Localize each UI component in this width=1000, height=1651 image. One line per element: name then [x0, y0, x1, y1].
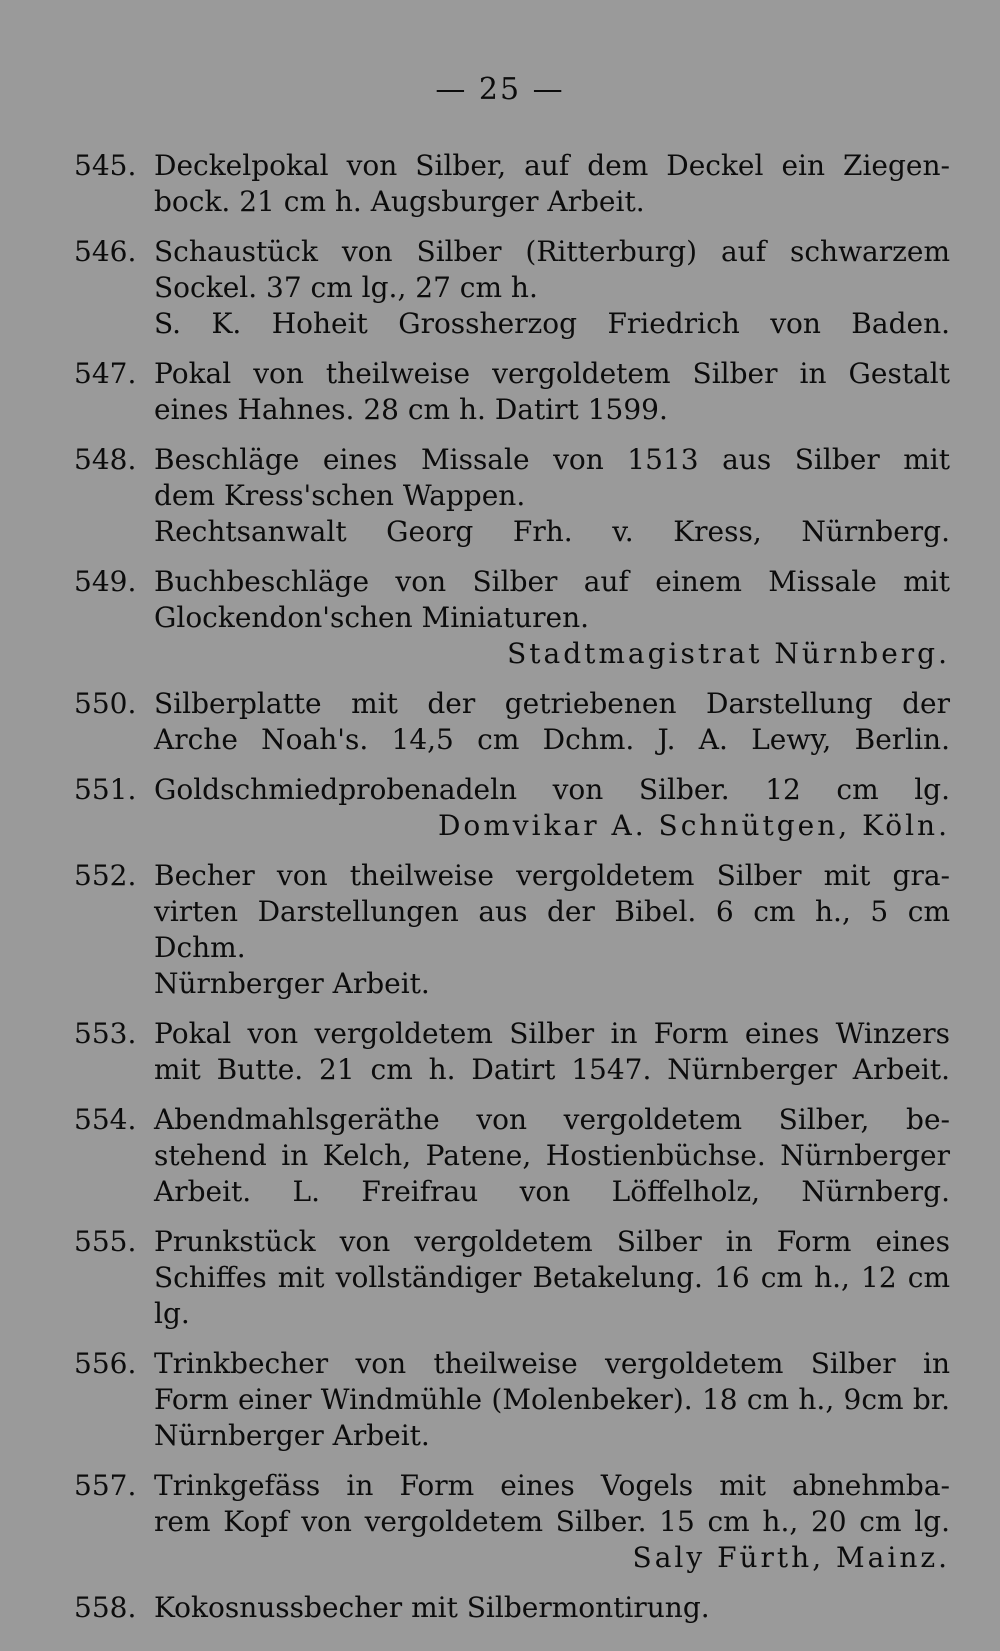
catalog-entry — [74, 772, 950, 844]
entry-number: 551. — [74, 773, 137, 806]
entry-line: Nürnberger Arbeit. — [154, 1419, 430, 1452]
entry-line: Trinkgefäss in Form eines Vogels mit abnehmba- — [154, 1469, 950, 1502]
entry-text — [154, 564, 950, 672]
entry-number: 550. — [74, 687, 137, 720]
entry-text — [154, 1590, 950, 1626]
entry-text — [154, 1102, 950, 1210]
entry-line: S. K. Hoheit Grossherzog Friedrich von Baden. — [154, 307, 950, 340]
entry-line: Prunkstück von vergoldetem Silber in Form eines — [154, 1225, 950, 1258]
catalog-entry — [74, 1468, 950, 1576]
entry-line: rem Kopf von vergoldetem Silber. 15 cm h., 20 cm lg. — [154, 1505, 950, 1538]
entry-number: 557. — [74, 1469, 137, 1502]
entry-number: 547. — [74, 357, 137, 390]
entry-text — [154, 356, 950, 428]
entry-line: Trinkbecher von theilweise vergoldetem Silber in — [154, 1347, 950, 1380]
entry-number: 545. — [74, 149, 137, 182]
catalog-entry — [74, 858, 950, 1002]
catalog-entry — [74, 356, 950, 428]
catalog-entry — [74, 442, 950, 550]
entry-number: 549. — [74, 565, 137, 598]
entry-text — [154, 772, 950, 844]
entry-line: Nürnberger Arbeit. — [154, 967, 430, 1000]
entry-number: 548. — [74, 443, 137, 476]
catalog-entry — [74, 1102, 950, 1210]
catalog-entry — [74, 1224, 950, 1332]
entry-line: Beschläge eines Missale von 1513 aus Silber mit — [154, 443, 950, 476]
entry-text — [154, 858, 950, 1002]
entry-number: 553. — [74, 1017, 137, 1050]
entry-line: Rechtsanwalt Georg Frh. v. Kress, Nürnberg. — [154, 515, 950, 548]
entry-line: Arche Noah's. 14,5 cm Dchm. J. A. Lewy, Berlin. — [154, 723, 950, 756]
entry-owner-line: Stadtmagistrat Nürnberg. — [507, 637, 950, 670]
entry-line: Buchbeschläge von Silber auf einem Missale mit — [154, 565, 950, 598]
entry-line: Kokosnussbecher mit Silbermontirung. — [154, 1591, 710, 1624]
entry-text — [154, 234, 950, 342]
entry-line: Abendmahlsgeräthe von vergoldetem Silber, be- — [154, 1103, 950, 1136]
entry-line: eines Hahnes. 28 cm h. Datirt 1599. — [154, 393, 668, 426]
entry-number: 556. — [74, 1347, 137, 1380]
entry-line: Deckelpokal von Silber, auf dem Deckel ein Ziegen- — [154, 149, 950, 182]
catalog-entry — [74, 148, 950, 220]
entry-text — [154, 148, 950, 220]
catalog-entry — [74, 1016, 950, 1088]
entry-text — [154, 1224, 950, 1332]
entry-number: 555. — [74, 1225, 137, 1258]
entry-line: Schiffes mit vollständiger Betakelung. 16 cm h., 12 cm lg. — [154, 1261, 950, 1330]
catalog-entry — [74, 686, 950, 758]
entry-line: Silberplatte mit der getriebenen Darstellung der — [154, 687, 950, 720]
entry-line: Pokal von vergoldetem Silber in Form eines Winzers — [154, 1017, 950, 1050]
entry-line: Becher von theilweise vergoldetem Silber mit gra- — [154, 859, 950, 892]
page-number: — 25 — — [435, 72, 565, 107]
entry-line: Goldschmiedprobenadeln von Silber. 12 cm lg. — [154, 773, 950, 806]
entry-list — [74, 148, 950, 1640]
entry-owner-line: Saly Fürth, Mainz. — [632, 1541, 950, 1574]
entry-number: 558. — [74, 1591, 137, 1624]
entry-line: Form einer Windmühle (Molenbeker). 18 cm h., 9cm br. — [154, 1383, 950, 1416]
entry-line: bock. 21 cm h. Augsburger Arbeit. — [154, 185, 645, 218]
entry-line: Pokal von theilweise vergoldetem Silber in Gestalt — [154, 357, 950, 390]
entry-line: Sockel. 37 cm lg., 27 cm h. — [154, 271, 538, 304]
entry-number: 546. — [74, 235, 137, 268]
entry-line: stehend in Kelch, Patene, Hostienbüchse. Nürnberger — [154, 1139, 950, 1172]
entry-owner-line: Domvikar A. Schnütgen, Köln. — [437, 809, 950, 842]
entry-text — [154, 1016, 950, 1088]
entry-text — [154, 1468, 950, 1576]
entry-line: Schaustück von Silber (Ritterburg) auf schwarzem — [154, 235, 950, 268]
entry-number: 554. — [74, 1103, 137, 1136]
catalog-entry — [74, 1346, 950, 1454]
entry-number: 552. — [74, 859, 137, 892]
entry-text — [154, 686, 950, 758]
catalog-entry — [74, 1590, 950, 1626]
entry-line: mit Butte. 21 cm h. Datirt 1547. Nürnberger Arbeit. — [154, 1053, 950, 1086]
entry-line: dem Kress'schen Wappen. — [154, 479, 526, 512]
entry-text — [154, 442, 950, 550]
entry-text — [154, 1346, 950, 1454]
entry-line: Glockendon'schen Miniaturen. — [154, 601, 590, 634]
catalog-entry — [74, 234, 950, 342]
entry-line: virten Darstellungen aus der Bibel. 6 cm h., 5 cm Dchm. — [154, 895, 950, 964]
catalog-entry — [74, 564, 950, 672]
entry-line: Arbeit. L. Freifrau von Löffelholz, Nürnberg. — [154, 1175, 950, 1208]
